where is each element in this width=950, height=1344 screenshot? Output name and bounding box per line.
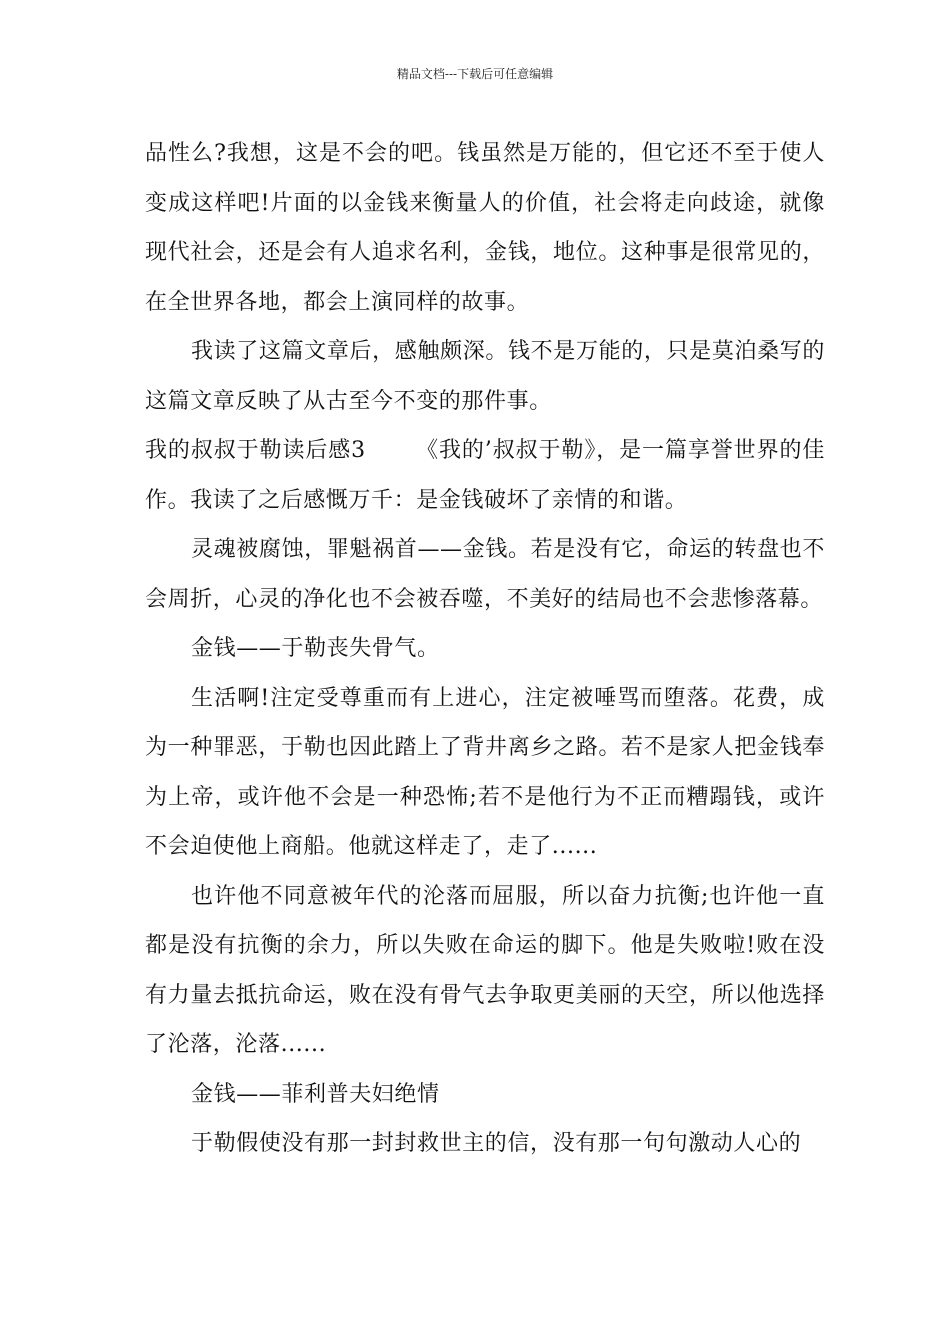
paragraph-6: 也许他不同意被年代的沦落而屈服，所以奋力抗衡;也许他一直都是没有抗衡的余力，所以失败在命运的脚下。他是失败啦!败在没有力量去抵抗命运，败在没有骨气去争取更美丽的天空，所以他选择了沦落，沦落...... bbox=[145, 883, 825, 1057]
essay-title: 我的叔叔于勒读后感3 bbox=[145, 438, 366, 463]
paragraph-3 bbox=[145, 426, 825, 525]
section-heading-2: 金钱——菲利普夫妇绝情 bbox=[191, 1081, 440, 1107]
paragraph-7: 于勒假使没有那一封封救世主的信，没有那一句句激动人心的 bbox=[191, 1131, 802, 1156]
paragraph-3-text: 《我的’叔叔于勒》，是一篇享誉世界的佳作。我读了之后感慨万千：是金钱破坏了亲情的和谐。 bbox=[145, 438, 825, 513]
page-header: 精品文档---下载后可任意编辑 bbox=[396, 67, 554, 81]
paragraph-4: 灵魂被腐蚀，罪魁祸首——金钱。若是没有它，命运的转盘也不会周折，心灵的净化也不会被吞噬，不美好的结局也不会悲惨落幕。 bbox=[145, 537, 825, 612]
document-body bbox=[145, 129, 825, 1169]
paragraph-2: 我读了这篇文章后，感触颇深。钱不是万能的，只是莫泊桑写的这篇文章反映了从古至今不变的那件事。 bbox=[145, 339, 825, 414]
section-heading-1: 金钱——于勒丧失骨气。 bbox=[191, 636, 440, 661]
paragraph-1: 品性么?我想，这是不会的吧。钱虽然是万能的，但它还不至于使人变成这样吧!片面的以金钱来衡量人的价值，社会将走向歧途，就像现代社会，还是会有人追求名利，金钱，地位。这种事是很常见的，在全世界各地，都会上演同样的故事。 bbox=[145, 141, 825, 315]
paragraph-5: 生活啊!注定受尊重而有上进心，注定被唾骂而堕落。花费，成为一种罪恶，于勒也因此踏上了背井离乡之路。若不是家人把金钱奉为上帝，或许他不会是一种恐怖;若不是他行为不正而糟蹋钱，或许不会迫使他上商船。他就这样走了，走了...... bbox=[145, 685, 825, 859]
